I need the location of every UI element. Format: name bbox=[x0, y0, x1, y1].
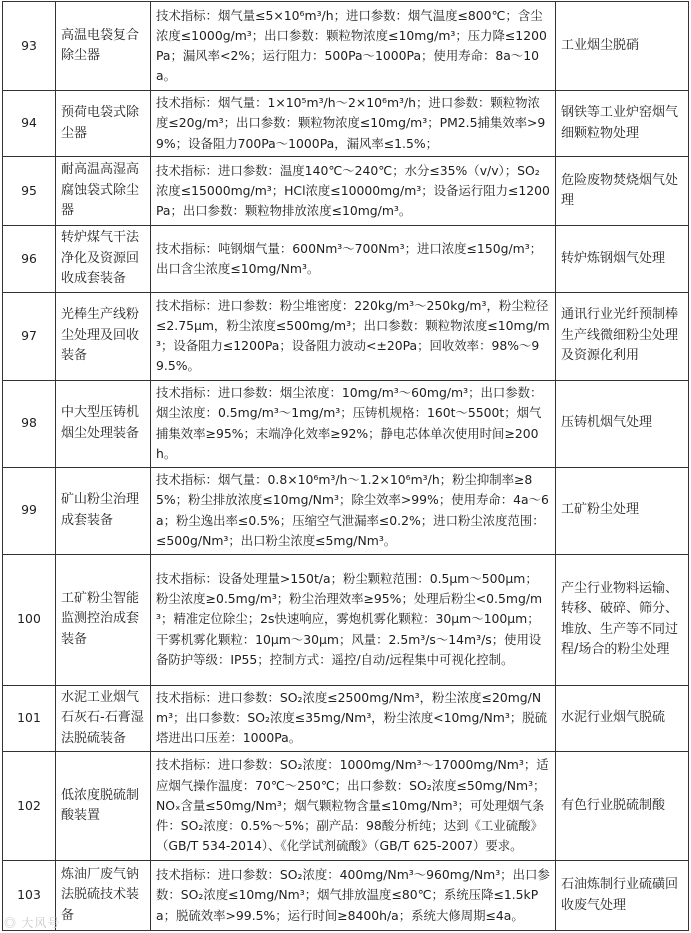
technical-spec: 技术指标：进口参数：温度140℃～240℃；水分≤35%（v/v）；SO₂浓度≤15000mg/m³；HCl浓度≤10000mg/m³；设备运行阻力≤1200Pa；出口参数：颗粒物排放浓度≤10mg/m³。 bbox=[151, 157, 556, 226]
row-number: 99 bbox=[3, 467, 56, 554]
application: 危险废物焚烧烟气处理 bbox=[556, 157, 689, 226]
table-row bbox=[3, 226, 689, 293]
table-row bbox=[3, 91, 689, 157]
camera-icon: ◎ bbox=[4, 916, 18, 930]
table-row bbox=[3, 467, 689, 554]
row-number: 101 bbox=[3, 685, 56, 752]
row-number: 100 bbox=[3, 554, 56, 685]
equipment-name: 高温电袋复合除尘器 bbox=[56, 2, 151, 91]
equipment-name: 预荷电袋式除尘器 bbox=[56, 91, 151, 157]
table-row bbox=[3, 554, 689, 685]
row-number: 93 bbox=[3, 2, 56, 91]
application: 工矿粉尘处理 bbox=[556, 467, 689, 554]
application: 有色行业脱硫制酸 bbox=[556, 752, 689, 861]
equipment-name: 工矿粉尘智能监测控治成套装备 bbox=[56, 554, 151, 685]
technical-spec: 技术指标：烟气量：0.8×10⁶m³/h～1.2×10⁶m³/h；粉尘抑制率≥85%；粉尘排放浓度≤10mg/Nm³；除尘效率>99%；使用寿命：4a～6a；粉尘逸出率≤0.5%；压缩空气泄漏率≤0.2%；进口粉尘浓度范围：≤500g/Nm³；出口粉尘浓度≤5mg/Nm³。 bbox=[151, 467, 556, 554]
technical-spec: 技术指标：吨钢烟气量：600Nm³～700Nm³；进口浓度≤150g/m³；出口含尘浓度≤10mg/Nm³。 bbox=[151, 226, 556, 293]
table-row bbox=[3, 2, 689, 91]
application: 产尘行业物料运输、转移、破碎、筛分、堆放、生产等不同过程/场合的粉尘处理 bbox=[556, 554, 689, 685]
equipment-name: 光棒生产线粉尘处理及回收装备 bbox=[56, 292, 151, 380]
equipment-table bbox=[2, 1, 689, 931]
application: 工业烟尘脱硝 bbox=[556, 2, 689, 91]
application: 钢铁等工业炉窑烟气细颗粒物处理 bbox=[556, 91, 689, 157]
row-number: 94 bbox=[3, 91, 56, 157]
equipment-name: 转炉煤气干法净化及资源回收成套装备 bbox=[56, 226, 151, 293]
equipment-name: 低浓度脱硫制酸装置 bbox=[56, 752, 151, 861]
technical-spec: 技术指标：烟气量≤5×10⁶m³/h；进口参数：烟气温度≤800℃；含尘浓度≤1000g/m³；出口参数：颗粒物浓度≤10mg/m³；压力降≤1200Pa；漏风率<2%；运行阻力：500Pa～1000Pa；使用寿命：8a～10a。 bbox=[151, 2, 556, 91]
watermark-logo bbox=[4, 914, 60, 931]
equipment-name: 水泥工业烟气石灰石-石膏湿法脱硫装备 bbox=[56, 685, 151, 752]
technical-spec: 技术指标：设备处理量>150t/a；粉尘颗粒范围：0.5μm～500μm；粉尘浓度≥0.5mg/m³；粉尘治理效率≥95%；处理后粉尘<0.5mg/m³；精准定位除尘；2s快速响应，雾炮机雾化颗粒：30μm～100μm；干雾机雾化颗粒：10μm～30μm；风量：2.5m³/s～14m³/s；使用设备防护等级：IP55；控制方式：遥控/自动/远程集中可视化控制。 bbox=[151, 554, 556, 685]
application: 水泥行业烟气脱硫 bbox=[556, 685, 689, 752]
technical-spec: 技术指标：烟气量：1×10⁵m³/h～2×10⁶m³/h；进口参数：颗粒物浓度≤20g/m³；出口参数：颗粒物浓度≤10mg/m³；PM2.5捕集效率>99%；设备阻力700Pa～1000Pa，漏风率≤1.5%； bbox=[151, 91, 556, 157]
technical-spec: 技术指标：进口参数：SO₂浓度：1000mg/Nm³～17000mg/Nm³；适应烟气操作温度：70℃～250℃；出口参数：SO₂浓度≤50mg/Nm³；NOₓ含量≤50mg/Nm³；烟气颗粒物含量≤10mg/Nm³；可处理烟气条件：SO₂浓度：0.5%～5%；副产品：98酸分析纯；达到《工业硫酸》（GB/T 534-2014）、《化学试剂硫酸》（GB/T 625-2007）要求。 bbox=[151, 752, 556, 861]
application: 通讯行业光纤预制棒生产线微细粉尘处理及资源化利用 bbox=[556, 292, 689, 380]
row-number: 98 bbox=[3, 380, 56, 467]
table-row bbox=[3, 861, 689, 931]
table-row bbox=[3, 292, 689, 380]
table-row bbox=[3, 752, 689, 861]
application: 压铸机烟气处理 bbox=[556, 380, 689, 467]
row-number: 103 bbox=[3, 861, 56, 931]
table-row bbox=[3, 157, 689, 226]
technical-spec: 技术指标：进口参数：SO₂浓度：400mg/Nm³～960mg/Nm³；出口参数：SO₂浓度≤10mg/Nm³；烟气排放温度≤80℃；系统压降≤1.5kPa；脱硫效率>99.5%；运行时间≥8400h/a；系统大修周期≤4a。 bbox=[151, 861, 556, 931]
equipment-name: 耐高温高湿高腐蚀袋式除尘器 bbox=[56, 157, 151, 226]
technical-spec: 技术指标：进口参数：烟尘浓度：10mg/m³～60mg/m³；出口参数：烟尘浓度：0.5mg/m³～1mg/m³；压铸机规格：160t～5500t；烟气捕集效率≥95%；末端净化效率≥92%；静电芯体单次使用时间≥200h。 bbox=[151, 380, 556, 467]
equipment-name: 炼油厂废气钠法脱硫技术装备 bbox=[56, 861, 151, 931]
application: 石油炼制行业硫磺回收废气处理 bbox=[556, 861, 689, 931]
table-row bbox=[3, 380, 689, 467]
watermark-text: 大风号 bbox=[21, 916, 61, 930]
application: 转炉炼钢烟气处理 bbox=[556, 226, 689, 293]
table-row bbox=[3, 685, 689, 752]
equipment-name: 中大型压铸机烟尘处理装备 bbox=[56, 380, 151, 467]
row-number: 97 bbox=[3, 292, 56, 380]
technical-spec: 技术指标：进口参数：粉尘堆密度：220kg/m³～250kg/m³，粉尘粒径≤2.75μm，粉尘浓度≤500mg/m³；出口参数：颗粒物浓度≤10mg/m³；设备阻力≤1200Pa；设备阻力波动<±20Pa；回收效率：98%～99.5%。 bbox=[151, 292, 556, 380]
technical-spec: 技术指标：进口参数：SO₂浓度≤2500mg/Nm³，粉尘浓度≤20mg/Nm³；出口参数：SO₂浓度≤35mg/Nm³，粉尘浓度<10mg/Nm³；脱硫塔进出口压差：1000Pa。 bbox=[151, 685, 556, 752]
row-number: 96 bbox=[3, 226, 56, 293]
equipment-name: 矿山粉尘治理成套装备 bbox=[56, 467, 151, 554]
row-number: 95 bbox=[3, 157, 56, 226]
row-number: 102 bbox=[3, 752, 56, 861]
